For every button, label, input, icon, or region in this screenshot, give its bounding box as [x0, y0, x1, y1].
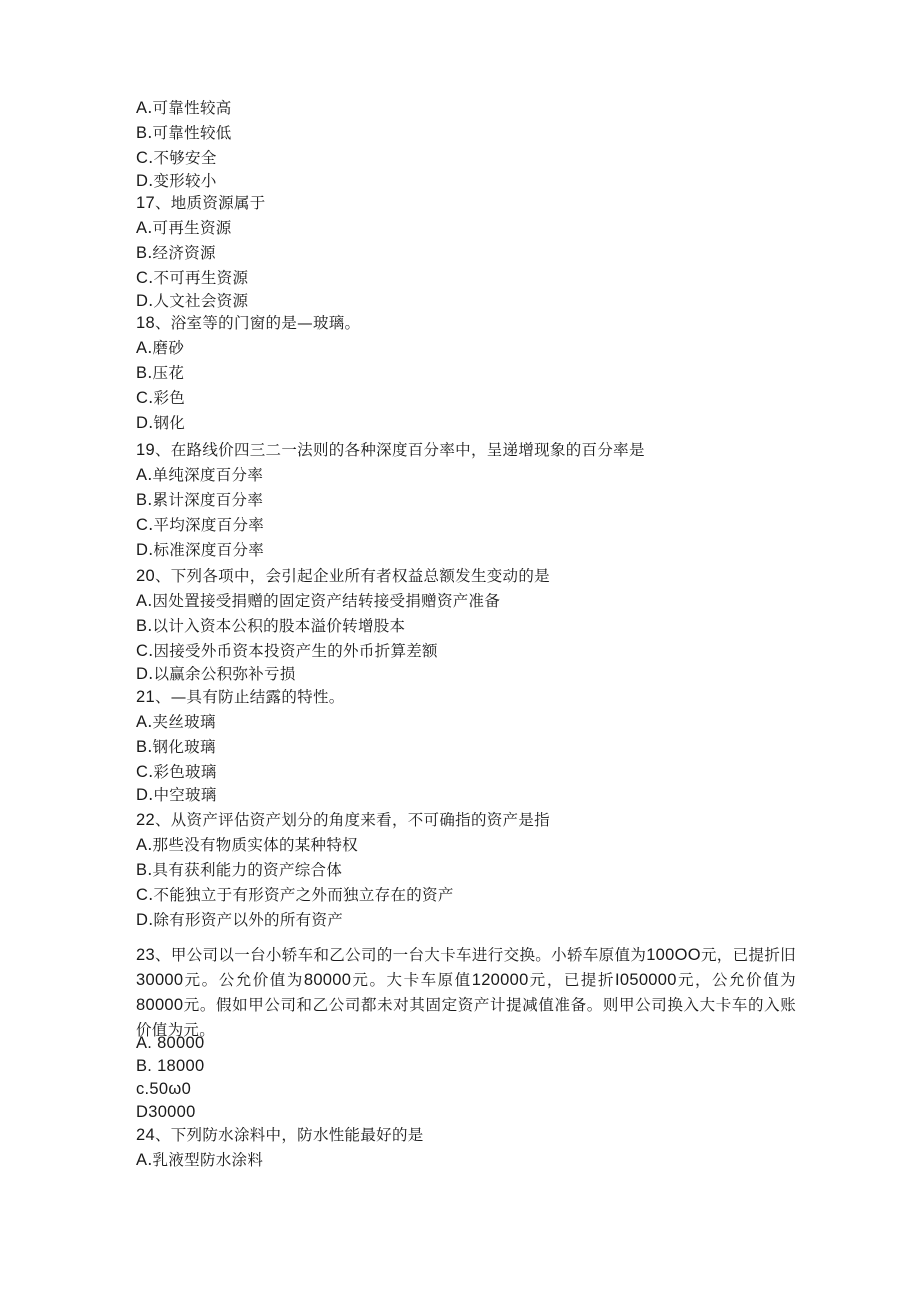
- answer-option: [136, 268, 248, 288]
- question-23-segment: 元。假如甲公司和乙公司都未对其固定资产计提减值准备。则甲公司换入大卡车的入账价值为元。: [136, 996, 796, 1039]
- line-text: 、下列各项中，会引起企业所有者权益总额发生变动的是: [154, 567, 550, 585]
- answer-option: [136, 591, 500, 611]
- answer-option: [136, 1056, 204, 1076]
- answer-option: [136, 1150, 263, 1170]
- line-text: .以赢余公积弥补亏损: [148, 665, 296, 683]
- line-text: .彩色玻璃: [148, 763, 217, 781]
- line-text: .除有形资产以外的所有资产: [148, 911, 344, 929]
- line-text: .那些没有物质实体的某种特权: [147, 836, 358, 854]
- line-prefix: C: [136, 149, 149, 167]
- line-text: .因接受外币资本投资产生的外币折算差额: [148, 642, 438, 660]
- answer-option: [136, 664, 296, 684]
- line-prefix: A: [136, 466, 148, 484]
- line-prefix: D: [136, 292, 149, 310]
- line-prefix: D: [136, 172, 149, 190]
- line-text: .彩色: [148, 389, 186, 407]
- line-text: .可再生资源: [147, 219, 232, 237]
- line-text: c.50ω0: [136, 1080, 192, 1098]
- line-text: 、地质资源属于: [154, 194, 266, 212]
- question-23-segment: 、甲公司以一台小轿车和乙公司的一台大卡车进行交换。小轿车原值为: [154, 946, 647, 964]
- line-text: 、浴室等的门窗的是—玻璃。: [154, 314, 361, 332]
- line-prefix: 18: [136, 314, 155, 332]
- line-prefix: A: [136, 339, 148, 357]
- line-prefix: A: [136, 1151, 148, 1169]
- answer-option: [136, 641, 438, 661]
- answer-option: [136, 338, 184, 358]
- question-23-segment: 元，公允价值为: [676, 971, 796, 989]
- answer-option: [136, 540, 264, 560]
- answer-option: [136, 243, 216, 263]
- answer-option: [136, 616, 405, 636]
- question-23-paragraph: [136, 943, 796, 1043]
- question-stem: [136, 810, 550, 830]
- line-text: .以计入资本公积的股本溢价转增股本: [147, 617, 406, 635]
- answer-option: [136, 363, 184, 383]
- line-text: .不能独立于有形资产之外而独立存在的资产: [148, 886, 454, 904]
- line-prefix: A: [136, 713, 148, 731]
- question-stem: [136, 313, 360, 333]
- answer-option: [136, 490, 263, 510]
- question-23-segment: 元。公允价值为: [183, 971, 304, 989]
- line-text: 、下列防水涂料中，防水性能最好的是: [154, 1126, 424, 1144]
- answer-option: [136, 835, 358, 855]
- line-prefix: C: [136, 886, 149, 904]
- answer-option: [136, 98, 232, 118]
- line-text: .钢化: [148, 414, 186, 432]
- answer-option: [136, 785, 217, 805]
- question-23-segment: 元。大卡车原值: [351, 971, 472, 989]
- answer-option: [136, 388, 185, 408]
- line-text: .夹丝玻璃: [147, 713, 216, 731]
- question-stem: [136, 566, 550, 586]
- line-prefix: A: [136, 836, 148, 854]
- line-prefix: D: [136, 786, 149, 804]
- question-23-segment: 80000: [136, 996, 184, 1014]
- line-prefix: A: [136, 219, 148, 237]
- answer-option: [136, 910, 343, 930]
- line-prefix: C: [136, 269, 149, 287]
- question-23-segment: I050000: [614, 971, 677, 989]
- line-prefix: A: [136, 99, 148, 117]
- line-prefix: B: [136, 738, 148, 756]
- line-prefix: B: [136, 364, 148, 382]
- line-prefix: B: [136, 617, 148, 635]
- line-prefix: D: [136, 911, 149, 929]
- line-prefix: D: [136, 541, 149, 559]
- line-text: .具有获利能力的资产综合体: [147, 861, 343, 879]
- line-text: .可靠性较低: [147, 124, 232, 142]
- answer-option: [136, 885, 454, 905]
- question-23-segment: 100OO: [646, 946, 701, 964]
- line-text: .不够安全: [148, 149, 217, 167]
- answer-option: [136, 762, 217, 782]
- line-prefix: 24: [136, 1126, 155, 1144]
- line-text: .不可再生资源: [148, 269, 249, 287]
- answer-option: [136, 1033, 204, 1053]
- answer-option: [136, 123, 232, 143]
- line-prefix: D: [136, 665, 149, 683]
- answer-option: [136, 860, 342, 880]
- question-23-segment: 23: [136, 946, 155, 964]
- answer-option: [136, 712, 216, 732]
- question-23-segment: 120000: [471, 971, 529, 989]
- line-prefix: B: [136, 244, 148, 262]
- answer-option: [136, 515, 264, 535]
- question-23-segment: 30000: [136, 971, 184, 989]
- line-text: .人文社会资源: [148, 292, 249, 310]
- line-prefix: C: [136, 516, 149, 534]
- question-23-segment: 元，已提折旧: [700, 946, 796, 964]
- question-stem: [136, 1125, 424, 1145]
- answer-option: [136, 413, 185, 433]
- answer-option: [136, 1079, 191, 1099]
- answer-option: [136, 218, 232, 238]
- question-23-segment: 80000: [303, 971, 352, 989]
- line-text: .因处置接受捐赠的固定资产结转接受捐赠资产准备: [147, 592, 501, 610]
- line-prefix: 21: [136, 688, 155, 706]
- line-text: .变形较小: [148, 172, 217, 190]
- line-prefix: C: [136, 389, 149, 407]
- line-prefix: 20: [136, 567, 155, 585]
- line-prefix: C: [136, 763, 149, 781]
- line-text: .钢化玻璃: [147, 738, 216, 756]
- question-stem: [136, 193, 266, 213]
- question-stem: [136, 687, 345, 707]
- line-prefix: D: [136, 414, 149, 432]
- line-text: .中空玻璃: [148, 786, 217, 804]
- line-prefix: B: [136, 861, 148, 879]
- line-text: .经济资源: [147, 244, 216, 262]
- line-text: B. 18000: [136, 1057, 205, 1075]
- line-prefix: A: [136, 592, 148, 610]
- line-text: .乳液型防水涂料: [147, 1151, 264, 1169]
- line-prefix: B: [136, 124, 148, 142]
- line-prefix: B: [136, 491, 148, 509]
- answer-option: [136, 1102, 196, 1122]
- line-text: .单纯深度百分率: [147, 466, 264, 484]
- line-prefix: C: [136, 642, 149, 660]
- question-stem: [136, 440, 645, 460]
- line-text: .标准深度百分率: [148, 541, 265, 559]
- line-text: .压花: [147, 364, 185, 382]
- line-text: .可靠性较高: [147, 99, 232, 117]
- line-text: 、从资产评估资产划分的角度来看，不可确指的资产是指: [154, 811, 550, 829]
- answer-option: [136, 465, 263, 485]
- line-text: D30000: [136, 1103, 196, 1121]
- answer-option: [136, 291, 248, 311]
- line-text: 、—具有防止结露的特性。: [154, 688, 345, 706]
- line-prefix: 19: [136, 441, 155, 459]
- line-text: 、在路线价四三二一法则的各种深度百分率中，呈递增现象的百分率是: [154, 441, 645, 459]
- line-text: .磨砂: [147, 339, 185, 357]
- line-prefix: 17: [136, 194, 155, 212]
- answer-option: [136, 148, 217, 168]
- line-prefix: 22: [136, 811, 155, 829]
- line-text: .平均深度百分率: [148, 516, 265, 534]
- line-text: .累计深度百分率: [147, 491, 264, 509]
- line-text: A. 80000: [136, 1034, 205, 1052]
- answer-option: [136, 171, 217, 191]
- answer-option: [136, 737, 216, 757]
- question-23-segment: 元，已提折: [528, 971, 615, 989]
